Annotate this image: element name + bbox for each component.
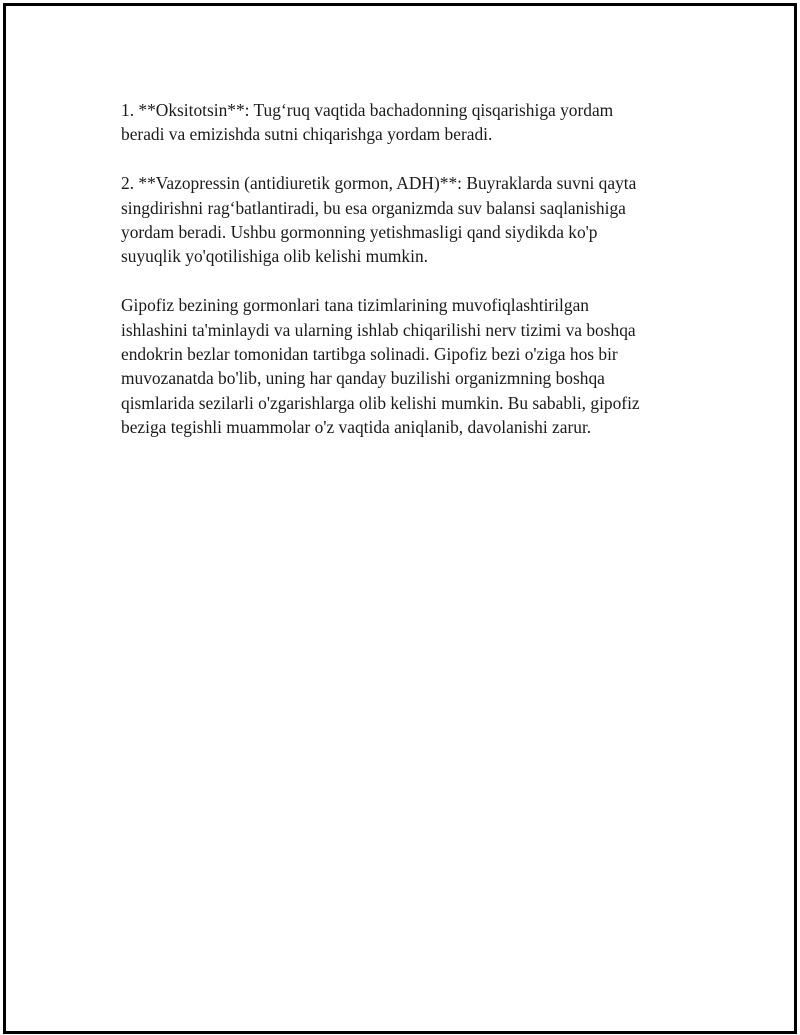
- text-line: 1. **Oksitotsin**: Tug‘ruq vaqtida bachadonning qisqarishiga yordam: [121, 100, 614, 120]
- text-line: beradi va emizishda sutni chiqarishga yordam beradi.: [121, 124, 493, 145]
- text-line: beziga tegishli muammolar o'z vaqtida aniqlanib, davolanishi zarur.: [121, 417, 592, 438]
- text-line: suyuqlik yo'qotilishiga olib kelishi mumkin.: [121, 246, 428, 267]
- text-line: yordam beradi. Ushbu gormonning yetishmasligi qand siydikda ko'p: [121, 222, 598, 243]
- text-line: Gipofiz bezining gormonlari tana tizimlarining muvofiqlashtirilgan: [121, 295, 589, 316]
- text-line: ishlashini ta'minlaydi va ularning ishlab chiqarilishi nerv tizimi va boshqa: [121, 319, 636, 340]
- text-line: qismlarida sezilarli o'zgarishlarga olib kelishi mumkin. Bu sababli, gipofiz: [121, 392, 640, 413]
- page-frame: [3, 3, 797, 1034]
- text-line: endokrin bezlar tomonidan tartibga solinadi. Gipofiz bezi o'ziga hos bir: [121, 344, 618, 365]
- paragraph-vasopressin: [121, 171, 681, 269]
- document-body: [121, 98, 681, 464]
- paragraph-pituitary-summary: [121, 293, 681, 439]
- text-line: 2. **Vazopressin (antidiuretik gormon, ADH)**: Buyraklarda suvni qayta: [121, 173, 637, 194]
- text-line: singdirishni rag‘batlantiradi, bu esa organizmda suv balansi saqlanishiga: [121, 197, 626, 218]
- text-line: muvozanatda bo'lib, uning har qanday buzilishi organizmning boshqa: [121, 368, 605, 389]
- paragraph-oxytocin: [121, 98, 681, 147]
